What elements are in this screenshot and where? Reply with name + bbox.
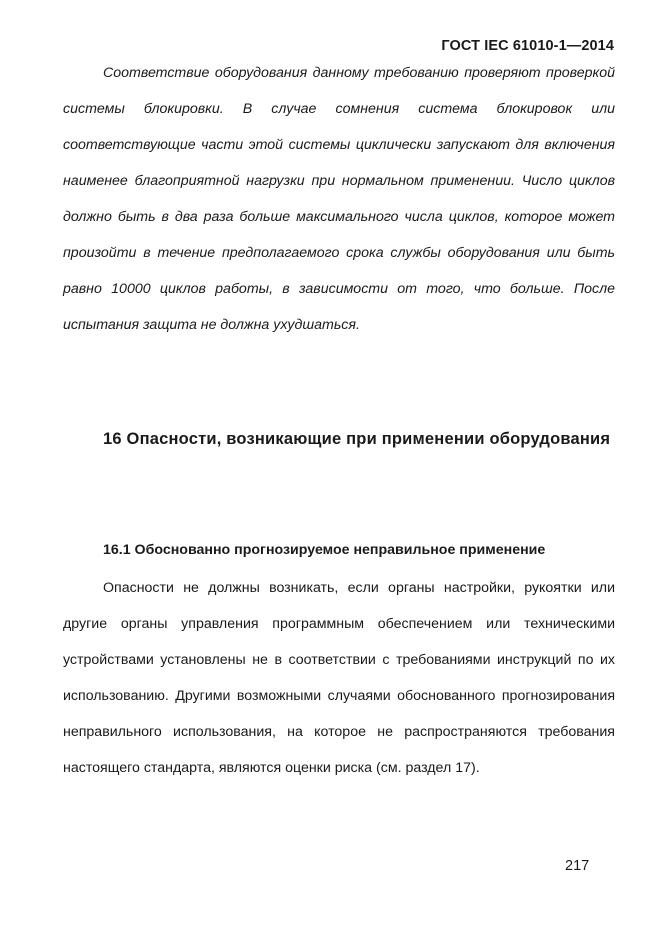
page-number: 217 — [565, 858, 590, 874]
compliance-note-paragraph: Соответствие оборудования данному требованию проверяют проверкой системы блокировки. В случае сомнения система блокировок или соответствующие части этой системы циклически запускают для включения наименее благоприятной нагрузки при нормальном применении. Число циклов должно быть в два раза больше максимального числа циклов, которое может произойти в течение предполагаемого срока службы оборудования или быть равно 10000 циклов работы, в зависимости от того, что больше. После испытания защита не должна ухудшаться. — [63, 65, 615, 333]
section-heading: 16 Опасности, возникающие при применении оборудования — [103, 430, 611, 448]
body-paragraph: Опасности не должны возникать, если органы настройки, рукоятки или другие органы управления программным обеспечением или техническими устройствами установлены не в соответствии с требованиями инструкций по их использованию. Другими возможными случаями обоснованного прогнозирования неправильного использования, на которое не распространяются требования настоящего стандарта, являются оценки риска (см. раздел 17). — [63, 580, 615, 776]
subsection-heading: 16.1 Обоснованно прогнозируемое неправильное применение — [103, 542, 546, 558]
standard-header: ГОСТ IEC 61010-1—2014 — [441, 38, 614, 54]
